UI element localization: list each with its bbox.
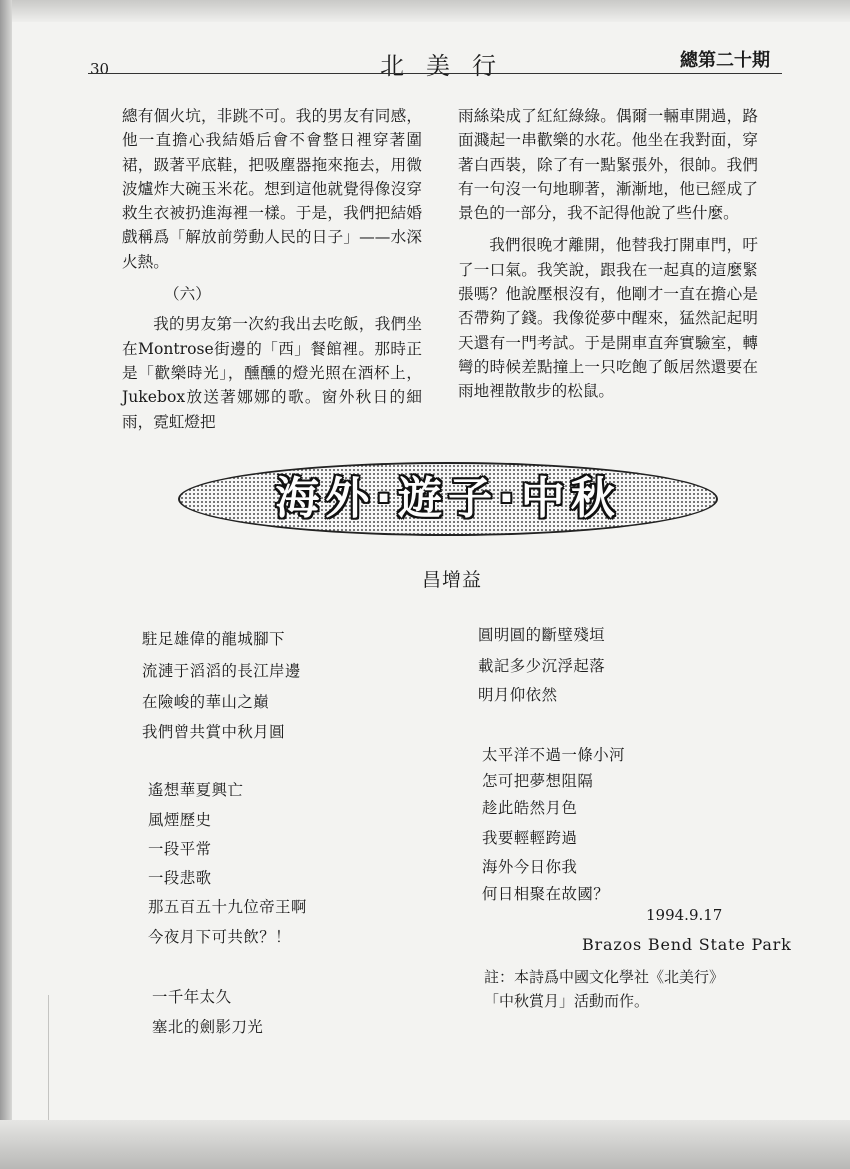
poem-line: 今夜月下可共飲？！: [148, 928, 292, 946]
poem-line: 我們曾共賞中秋月圓: [142, 723, 286, 741]
poem-line: 風煙歷史: [148, 811, 212, 829]
poem-date: 1994.9.17: [646, 906, 723, 924]
poem-place: Brazos Bend State Park: [582, 935, 792, 954]
scan-top-edge: [0, 0, 850, 22]
article-paragraph: 總有個火坑，非跳不可。我的男友有同感，他一直擔心我結婚后會不會整日裡穿著圍裙，趿著平底鞋，把吸塵器拖來拖去，用微波爐炸大碗玉米花。想到這他就覺得像沒穿救生衣被扔進海裡一樣。于是，我們把結婚戲稱爲「解放前勞動人民的日子」——水深火熱。: [122, 107, 422, 271]
journal-title: 北美行: [380, 52, 518, 80]
section-heading: （六）: [164, 285, 211, 304]
poem-line: 明月仰依然: [478, 686, 558, 704]
poem-author: 昌增益: [422, 569, 483, 591]
poem-line: 流漣于滔滔的長江岸邊: [142, 662, 301, 680]
poem-line: 一段悲歌: [148, 869, 212, 887]
poem-note-line: 註：本詩爲中國文化學社《北美行》: [484, 968, 725, 986]
article-paragraph: 我的男友第一次約我出去吃飯，我們坐在Montrose街邊的「西」餐館裡。那時正是「歡樂時光」，醺醺的燈光照在酒杯上，Jukebox放送著娜娜的歌。窗外秋日的細雨，霓虹燈把: [122, 315, 422, 431]
page-number: 30: [90, 60, 110, 78]
poem-line: 塞北的劍影刀光: [152, 1018, 264, 1036]
article-right-column: [458, 104, 758, 404]
scan-bottom-edge: [0, 1120, 850, 1169]
poem-line: 何日相聚在故國？: [482, 885, 610, 903]
poem-line: 一段平常: [148, 840, 212, 858]
scan-left-edge: [0, 0, 12, 1169]
poem-title: 海外·遊子·中秋: [275, 473, 621, 524]
poem-line: 怎可把夢想阻隔: [482, 772, 594, 790]
article-paragraph: 我們很晚才離開，他替我打開車門，吁了一口氣。我笑說，跟我在一起真的這麼緊張嗎？他說壓根沒有，他剛才一直在擔心是否帶夠了錢。我像從夢中醒來，猛然記起明天還有一門考試。于是開車直奔實驗室，轉彎的時候差點撞上一只吃飽了飯居然還要在雨地裡散散步的松鼠。: [458, 236, 758, 401]
poem-note-line: 「中秋賞月」活動而作。: [484, 992, 650, 1010]
page-stack-edge: [12, 995, 49, 1125]
poem-line: 圓明圓的斷壁殘垣: [478, 626, 606, 644]
article-left-column: [122, 104, 422, 434]
poem-line: 駐足雄偉的龍城腳下: [142, 630, 286, 648]
issue-label: 總第二十期: [680, 50, 770, 71]
poem-line: 那五百五十九位帝王啊: [148, 898, 307, 916]
poem-line: 一千年太久: [152, 988, 232, 1006]
poem-note: [484, 965, 724, 1013]
poem-title-banner: [178, 462, 718, 536]
poem-line: 趁此皓然月色: [482, 799, 578, 817]
poem-line: 海外今日你我: [482, 858, 578, 876]
poem-line: 太平洋不過一條小河: [482, 746, 626, 764]
poem-line: 我要輕輕跨過: [482, 829, 578, 847]
poem-line: 載記多少沉浮起落: [478, 657, 606, 675]
poem-line: 遙想華夏興亡: [148, 781, 244, 799]
article-paragraph: 雨絲染成了紅紅綠綠。偶爾一輛車開過，路面濺起一串歡樂的水花。他坐在我對面，穿著白西裝，除了有一點緊張外，很帥。我們有一句沒一句地聊著，漸漸地，他已經成了景色的一部分，我不記得他說了些什麼。: [458, 107, 758, 223]
header-rule: [88, 73, 782, 74]
poem-line: 在險峻的華山之巔: [142, 693, 270, 711]
